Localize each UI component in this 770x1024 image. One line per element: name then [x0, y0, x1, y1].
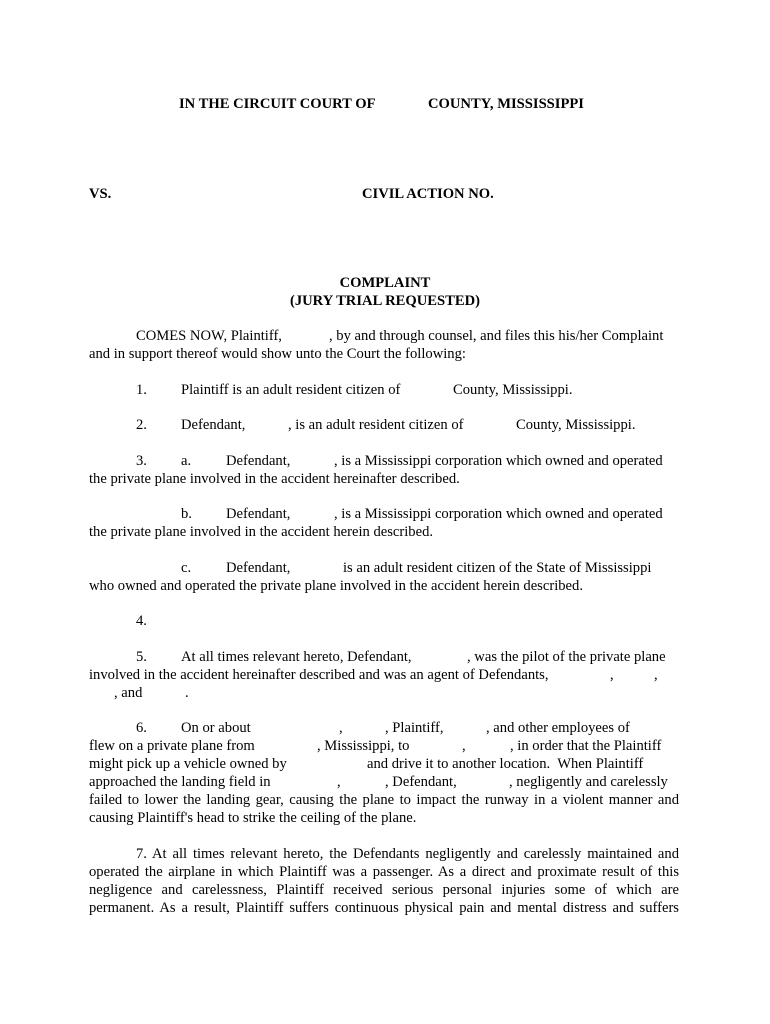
paragraph-6-line-1a: On or about [181, 720, 251, 736]
paragraph-6-line-4c: , Defendant, [385, 774, 457, 790]
paragraph-5-comma-2: , [654, 667, 658, 683]
paragraph-5-line-2: involved in the accident hereinafter described and was an agent of Defendants, [89, 667, 549, 683]
intro-line-2: and in support thereof would show unto the Court the following: [89, 346, 466, 362]
paragraph-7-line-1: 7. At all times relevant hereto, the Defendants negligently and carelessly maintained and [136, 846, 679, 862]
complaint-title: COMPLAINT [339, 275, 431, 291]
paragraph-3a-line-2: the private plane involved in the accident hereinafter described. [89, 471, 460, 487]
paragraph-3a-letter: a. [181, 453, 192, 469]
paragraph-6-line-1c: , Plaintiff, [385, 720, 444, 736]
paragraph-2-number: 2. [136, 417, 147, 433]
paragraph-3c-defendant: Defendant, [226, 560, 291, 576]
paragraph-6-line-3a: might pick up a vehicle owned by [89, 756, 287, 772]
paragraph-5-line-3a: , and [114, 685, 143, 701]
court-heading-left: IN THE CIRCUIT COURT OF [179, 96, 376, 112]
paragraph-3b-letter: b. [181, 506, 192, 522]
paragraph-3-number: 3. [136, 453, 147, 469]
paragraph-6-line-1b: , [339, 720, 343, 736]
paragraph-6-number: 6. [136, 720, 147, 736]
paragraph-7-line-2: operated the airplane in which Plaintiff was a passenger. As a direct and proximate result of this [89, 864, 679, 880]
paragraph-6-line-4b: , [337, 774, 341, 790]
paragraph-1-number: 1. [136, 382, 147, 398]
paragraph-6-line-2b: , Mississippi, to [317, 738, 410, 754]
paragraph-2-text-c: County, Mississippi. [516, 417, 636, 433]
paragraph-4-number: 4. [136, 613, 147, 629]
paragraph-2-text-b: , is an adult resident citizen of [288, 417, 464, 433]
paragraph-6-line-2a: flew on a private plane from [89, 738, 255, 754]
jury-trial-subtitle: (JURY TRIAL REQUESTED) [289, 293, 481, 309]
paragraph-6-line-2d: , in order that the Plaintiff [510, 738, 662, 754]
paragraph-1-text-b: County, Mississippi. [453, 382, 573, 398]
paragraph-3c-letter: c. [181, 560, 192, 576]
paragraph-5-number: 5. [136, 649, 147, 665]
paragraph-1-text-a: Plaintiff is an adult resident citizen of [181, 382, 401, 398]
paragraph-6-line-1d: , and other employees of [486, 720, 630, 736]
intro-line-1b: , by and through counsel, and files this his/her Complaint [329, 328, 664, 344]
paragraph-6-line-5: failed to lower the landing gear, causing the plane to impact the runway in a violent manner and [89, 792, 679, 808]
paragraph-5-text-b: , was the pilot of the private plane [467, 649, 666, 665]
paragraph-3c-text: is an adult resident citizen of the State of Mississippi [343, 560, 652, 576]
paragraph-5-comma-1: , [610, 667, 614, 683]
court-heading-right: COUNTY, MISSISSIPPI [428, 96, 584, 112]
paragraph-3b-text: , is a Mississippi corporation which owned and operated [334, 506, 663, 522]
paragraph-3b-line-2: the private plane involved in the accident herein described. [89, 524, 434, 540]
paragraph-6-line-4d: , negligently and carelessly [509, 774, 668, 790]
paragraph-3a-defendant: Defendant, [226, 453, 291, 469]
paragraph-5-line-3b: . [185, 685, 189, 701]
paragraph-6-line-4a: approached the landing field in [89, 774, 271, 790]
versus-label: VS. [89, 186, 112, 202]
civil-action-label: CIVIL ACTION NO. [362, 186, 494, 202]
paragraph-6-line-3b: and drive it to another location. When Plaintiff [367, 756, 644, 772]
paragraph-5-text-a: At all times relevant hereto, Defendant, [181, 649, 412, 665]
paragraph-3b-defendant: Defendant, [226, 506, 291, 522]
paragraph-6-line-2c: , [462, 738, 466, 754]
paragraph-7-line-3: negligence and carelessness, Plaintiff received serious personal injuries some of which are [89, 882, 679, 898]
paragraph-7-line-4: permanent. As a result, Plaintiff suffers continuous physical pain and mental distress and suffers [89, 900, 679, 916]
intro-line-1a: COMES NOW, Plaintiff, [136, 328, 282, 344]
paragraph-6-line-6: causing Plaintiff's head to strike the ceiling of the plane. [89, 810, 417, 826]
paragraph-2-text-a: Defendant, [181, 417, 246, 433]
paragraph-3c-line-2: who owned and operated the private plane involved in the accident herein described. [89, 578, 583, 594]
paragraph-3a-text: , is a Mississippi corporation which owned and operated [334, 453, 663, 469]
